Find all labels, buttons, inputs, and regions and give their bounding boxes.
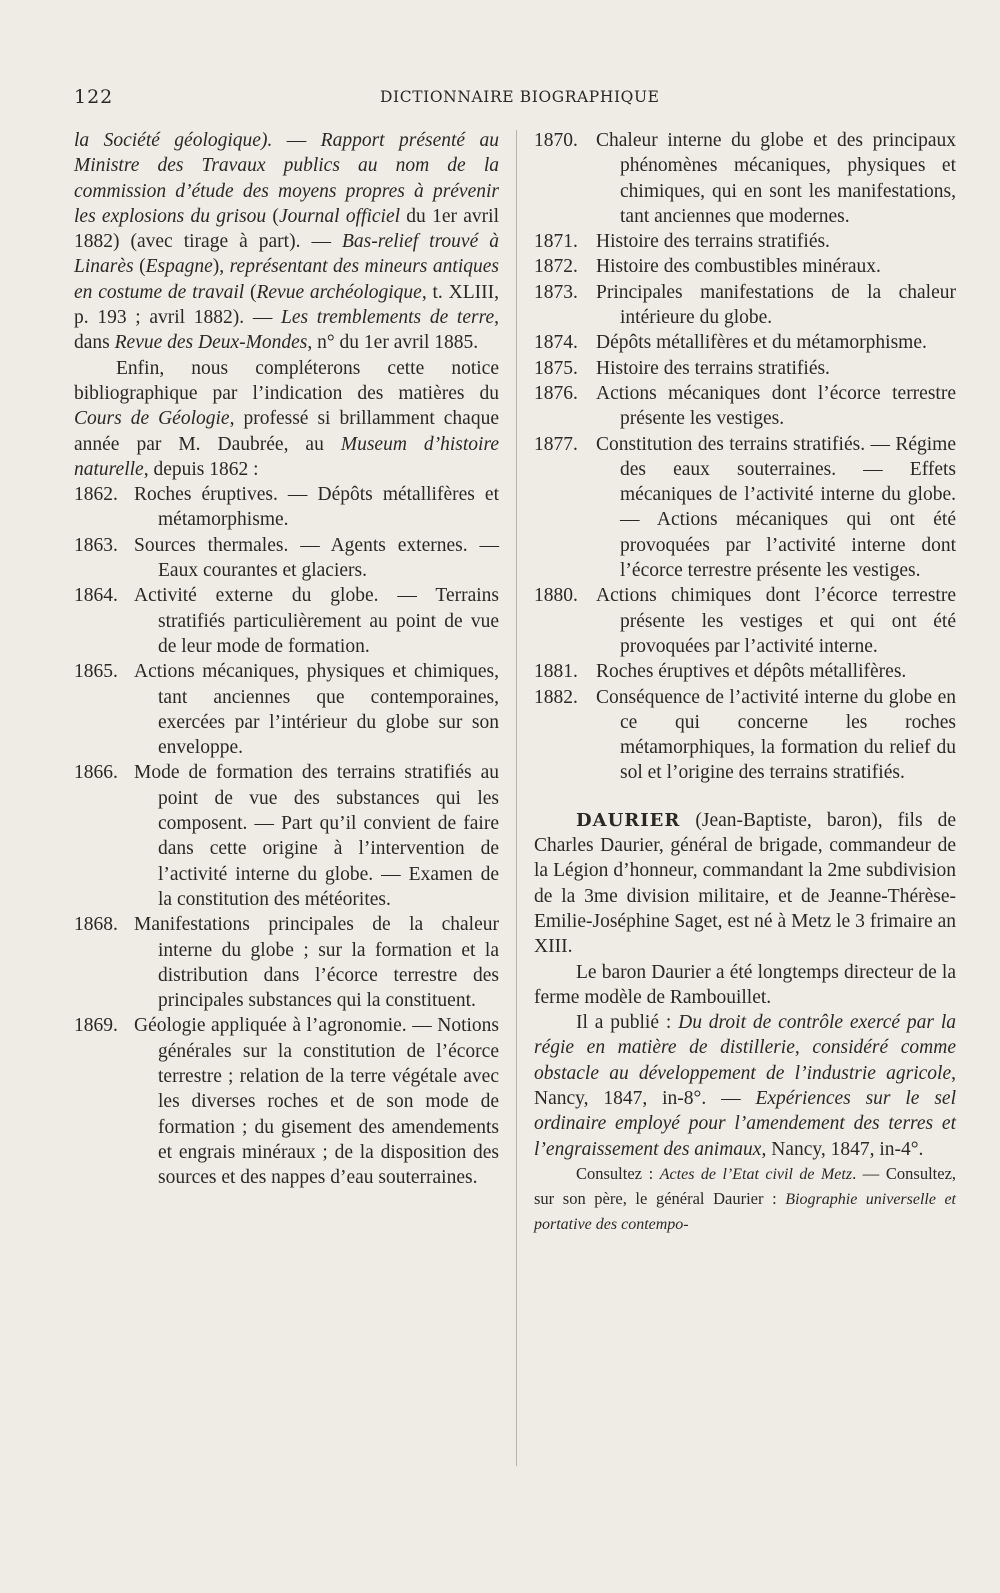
course-year: 1866. xyxy=(74,762,118,784)
course-entry xyxy=(534,128,956,229)
course-entry xyxy=(534,280,956,331)
course-entry xyxy=(74,482,499,533)
text-run: ), xyxy=(212,256,230,278)
text-run: , Nancy, 1847, in-4°. xyxy=(761,1138,924,1160)
course-entry xyxy=(74,760,499,912)
page-number: 122 xyxy=(74,86,114,108)
text-run: Consultez : xyxy=(576,1163,660,1183)
course-text: Constitution des terrains stratifiés. — Régime des eaux souterraines. — Effets mécaniques de l’activité interne du globe. — Actions mécaniques qui ont été provoquées par l’activité interne dont l’écorce terrestre présente les vestiges. xyxy=(596,433,956,582)
running-title: DICTIONNAIRE BIOGRAPHIQUE xyxy=(380,88,660,106)
course-entry xyxy=(534,356,956,381)
course-year: 1868. xyxy=(74,914,118,936)
course-entry xyxy=(74,583,499,659)
course-year: 1872. xyxy=(534,256,578,278)
course-year: 1864. xyxy=(74,585,118,607)
course-year: 1876. xyxy=(534,382,578,404)
text-run: la Société géologique). xyxy=(74,130,273,151)
text-run: ( xyxy=(133,256,146,278)
text-run: , t. XLIII, p. 193 ; avril 1882). — xyxy=(74,281,499,329)
text-run: — xyxy=(272,130,321,151)
column-divider xyxy=(516,130,517,1466)
text-run: Expériences sur le sel ordinaire employé pour l’amendement des terres et l’engraissement des animaux xyxy=(534,1087,956,1160)
course-year: 1881. xyxy=(534,661,578,683)
course-text: Roches éruptives. — Dépôts métallifères et métamorphisme. xyxy=(134,484,499,531)
course-year: 1865. xyxy=(74,661,118,683)
course-entry xyxy=(534,685,956,786)
course-year: 1873. xyxy=(534,281,578,303)
course-year: 1870. xyxy=(534,130,578,151)
course-text: Actions mécaniques dont l’écorce terrestre présente les vestiges. xyxy=(596,382,956,430)
course-entry xyxy=(74,533,499,584)
left-column xyxy=(74,128,499,1190)
text-run: Les tremblements de terre xyxy=(281,307,495,329)
course-text: Activité externe du globe. — Terrains stratifiés particulièrement au point de vue de leur mode de formation. xyxy=(134,585,499,657)
text-run: Enfin, nous compléterons cette notice bibliographique par l’indication des matières du xyxy=(74,357,499,404)
entry-daurier-intro xyxy=(534,808,956,960)
course-entry xyxy=(534,381,956,432)
text-run: , Nancy, 1847, in-8°. — xyxy=(534,1062,956,1109)
text-run: Journal officiel xyxy=(278,205,401,227)
course-entry xyxy=(534,330,956,355)
text-run: Il a publié : xyxy=(576,1012,679,1034)
paragraph-bibliography xyxy=(74,128,499,356)
course-year: 1862. xyxy=(74,484,118,506)
course-text: Histoire des terrains stratifiés. xyxy=(596,357,830,379)
text-run: Cours de Géologie xyxy=(74,408,230,430)
course-entry xyxy=(534,254,956,279)
text-run: Rapport présenté au Ministre des Travaux publics au nom de la commission d’étude des moyens propres à prévenir les explosions du grisou xyxy=(74,130,499,227)
course-text: Manifestations principales de la chaleur interne du globe ; sur la formation et la distribution dans l’écorce terrestre des principales substances qui la constituent. xyxy=(134,914,499,1012)
section-gap xyxy=(534,786,956,808)
text-run: ( xyxy=(244,281,257,303)
entry-headword: DAURIER xyxy=(576,809,681,831)
text-run: du 1er avril 1882) (avec tirage à part). — xyxy=(74,205,499,253)
course-text: Histoire des combustibles minéraux. xyxy=(596,256,881,278)
text-run: , professé si brillamment chaque année par M. Daubrée, au xyxy=(74,408,499,455)
course-text: Dépôts métallifères et du métamorphisme. xyxy=(596,332,927,354)
course-year: 1874. xyxy=(534,332,578,354)
course-text: Actions mécaniques, physiques et chimiques, tant anciennes que contemporaines, exercées par l’intérieur du globe sur son enveloppe. xyxy=(134,661,499,759)
course-entry xyxy=(534,659,956,684)
paragraph-course-intro xyxy=(74,356,499,482)
text-run: représentant des mineurs antiques en costume de travail xyxy=(74,256,499,303)
text-run: ( xyxy=(266,205,279,227)
paragraph-sources xyxy=(534,1162,956,1237)
text-run: Museum d’histoire naturelle xyxy=(74,433,499,480)
text-run: Biographie universelle et portative des contempo- xyxy=(534,1190,956,1233)
text-run: Du droit de contrôle exercé par la régie en matière de distillerie, considéré comme obstacle au développement de l’industrie agricole xyxy=(534,1012,956,1084)
course-text: Principales manifestations de la chaleur intérieure du globe. xyxy=(596,281,956,329)
course-text: Géologie appliquée à l’agronomie. — Notions générales sur la constitution de l’écorce terrestre ; relation de la terre végétale avec les diverses roches et de son mode de formation ; du gisement des amendements et engrais minéraux ; de la disposition des sources et des nappes d’eau souterraines. xyxy=(134,1015,499,1189)
course-entry xyxy=(74,912,499,1013)
right-column xyxy=(534,128,956,1237)
text-run: Revue archéologique xyxy=(256,281,422,303)
course-year: 1877. xyxy=(534,433,578,455)
text-run: (Jean-Baptiste, baron), fils de Charles Daurier, général de brigade, commandeur de la Légion d’honneur, commandant la 2me subdivision de la 3me division militaire, et de Jeanne-Thérèse-Emilie-Joséphine Saget, est né à Metz le 3 frimaire an XIII. xyxy=(534,809,956,958)
course-text: Sources thermales. — Agents externes. — Eaux courantes et glaciers. xyxy=(134,534,499,582)
course-entry xyxy=(534,229,956,254)
course-year: 1871. xyxy=(534,231,578,253)
paragraph-publications xyxy=(534,1010,956,1162)
course-year: 1880. xyxy=(534,585,578,607)
course-entry xyxy=(534,432,956,584)
course-text: Conséquence de l’activité interne du globe en ce qui concerne les roches métamorphiques, la formation du relief du sol et l’origine des terrains stratifiés. xyxy=(596,686,956,784)
course-text: Actions chimiques dont l’écorce terrestre présente les vestiges et qui ont été provoquées par l’activité interne. xyxy=(596,585,956,657)
course-year: 1869. xyxy=(74,1015,118,1037)
course-entry xyxy=(534,583,956,659)
text-run: . — Consultez, sur son père, le général Daurier : xyxy=(534,1163,957,1208)
text-run: , depuis 1862 : xyxy=(143,458,259,480)
paragraph-career: Le baron Daurier a été longtemps directeur de la ferme modèle de Rambouillet. xyxy=(534,961,956,1008)
course-entry xyxy=(74,1013,499,1190)
course-text: Mode de formation des terrains stratifiés au point de vue des substances qui les composent. — Part qu’il convient de faire dans cette origine à l’intervention de l’activité interne du globe. — Examen de la constitution des météorites. xyxy=(134,762,499,910)
text-run: Bas-relief trouvé à Linarès xyxy=(74,231,499,278)
course-text: Roches éruptives et dépôts métallifères. xyxy=(596,661,907,683)
course-text: Histoire des terrains stratifiés. xyxy=(596,231,830,253)
course-year: 1875. xyxy=(534,357,578,379)
text-run: Espagne xyxy=(145,256,213,278)
text-run: Revue des Deux-Mondes xyxy=(114,332,308,354)
text-run: , n° du 1er avril 1885. xyxy=(307,332,479,354)
text-run: , dans xyxy=(74,307,499,354)
text-run: Actes de l’Etat civil de Metz xyxy=(659,1165,853,1183)
course-text: Chaleur interne du globe et des principaux phénomènes mécaniques, physiques et chimiques, qui en sont les manifestations, tant anciennes que modernes. xyxy=(596,130,956,227)
course-year: 1882. xyxy=(534,686,578,708)
course-year: 1863. xyxy=(74,534,118,556)
course-entry xyxy=(74,659,499,760)
